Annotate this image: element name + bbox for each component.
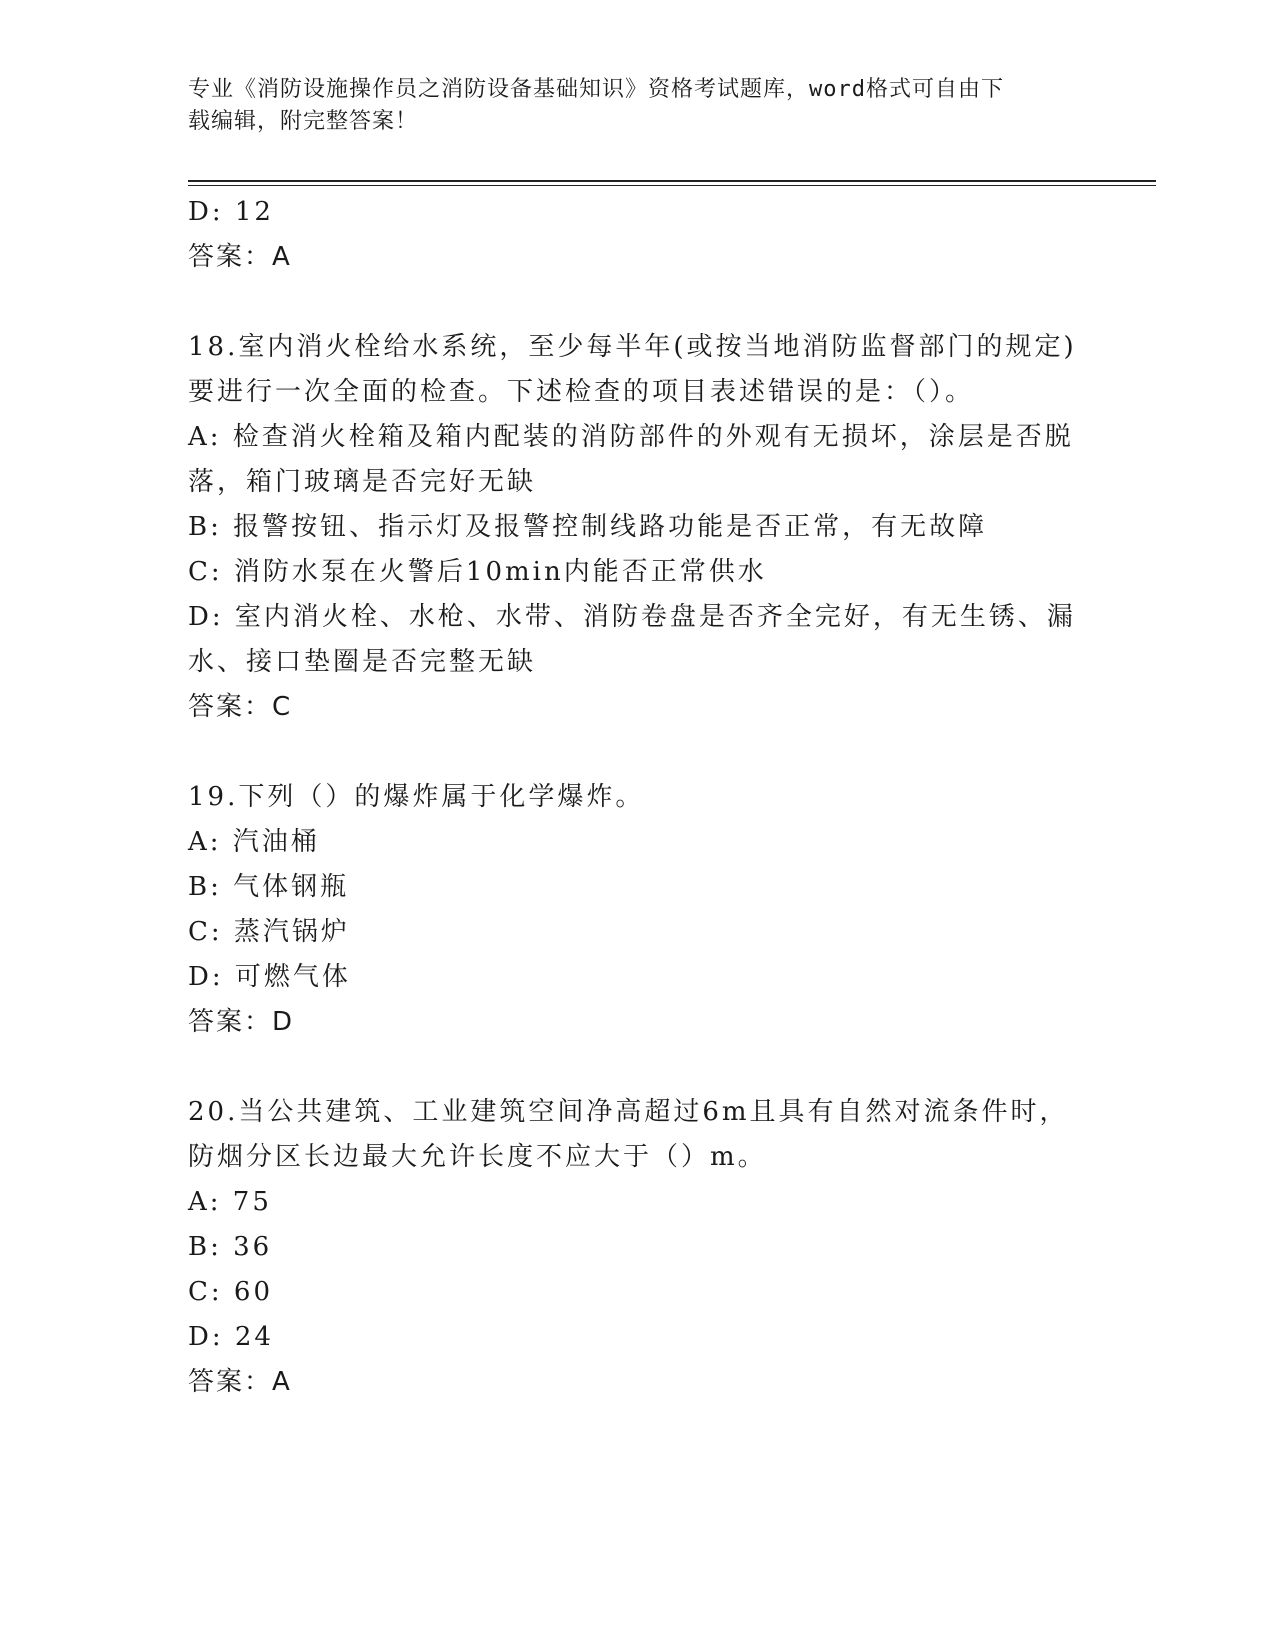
document-header bbox=[188, 74, 1088, 138]
question-text: 18.室内消火栓给水系统，至少每半年(或按当地消防监督部门的规定) bbox=[188, 332, 1077, 362]
option-b: B: 报警按钮、指示灯及报警控制线路功能是否正常，有无故障 bbox=[188, 512, 988, 542]
option-d: 水、接口垫圈是否完整无缺 bbox=[188, 647, 537, 677]
question-text: 20.当公共建筑、工业建筑空间净高超过6m且具有自然对流条件时， bbox=[188, 1097, 1069, 1127]
option-c: C: 60 bbox=[188, 1277, 274, 1307]
question-text: 防烟分区长边最大允许长度不应大于（）m。 bbox=[188, 1142, 767, 1172]
option-c: C: 蒸汽锅炉 bbox=[188, 917, 350, 947]
header-line-2: 载编辑，附完整答案！ bbox=[188, 109, 419, 134]
header-line-1: 专业《消防设施操作员之消防设备基础知识》资格考试题库，word格式可自由下 bbox=[188, 77, 1004, 102]
question-19 bbox=[188, 775, 1088, 1045]
question-20 bbox=[188, 1090, 1088, 1405]
previous-question-tail bbox=[188, 190, 1088, 280]
header-divider-thick bbox=[188, 180, 1156, 182]
answer-label: 答案：C bbox=[188, 692, 293, 722]
option-d: D: 可燃气体 bbox=[188, 962, 351, 992]
option-a: A: 检查消火栓箱及箱内配装的消防部件的外观有无损坏，涂层是否脱 bbox=[188, 422, 1074, 452]
option-a: 落，箱门玻璃是否完好无缺 bbox=[188, 467, 537, 497]
header-divider-thin bbox=[188, 185, 1156, 186]
option-b: B: 36 bbox=[188, 1232, 273, 1262]
question-text: 要进行一次全面的检查。下述检查的项目表述错误的是：（）。 bbox=[188, 377, 975, 407]
answer-label: 答案：D bbox=[188, 1007, 295, 1037]
question-content bbox=[188, 190, 1088, 1405]
option-b: B: 气体钢瓶 bbox=[188, 872, 350, 902]
option-c: C: 消防水泵在火警后10min内能否正常供水 bbox=[188, 557, 767, 587]
question-text: 19.下列（）的爆炸属于化学爆炸。 bbox=[188, 782, 645, 812]
option-d: D: 12 bbox=[188, 197, 274, 227]
option-a: A: 汽油桶 bbox=[188, 827, 320, 857]
answer-label: 答案：A bbox=[188, 242, 292, 272]
option-d: D: 室内消火栓、水枪、水带、消防卷盘是否齐全完好，有无生锈、漏 bbox=[188, 602, 1076, 632]
question-18 bbox=[188, 325, 1088, 730]
option-a: A: 75 bbox=[188, 1187, 272, 1217]
answer-label: 答案：A bbox=[188, 1367, 292, 1397]
option-d: D: 24 bbox=[188, 1322, 274, 1352]
